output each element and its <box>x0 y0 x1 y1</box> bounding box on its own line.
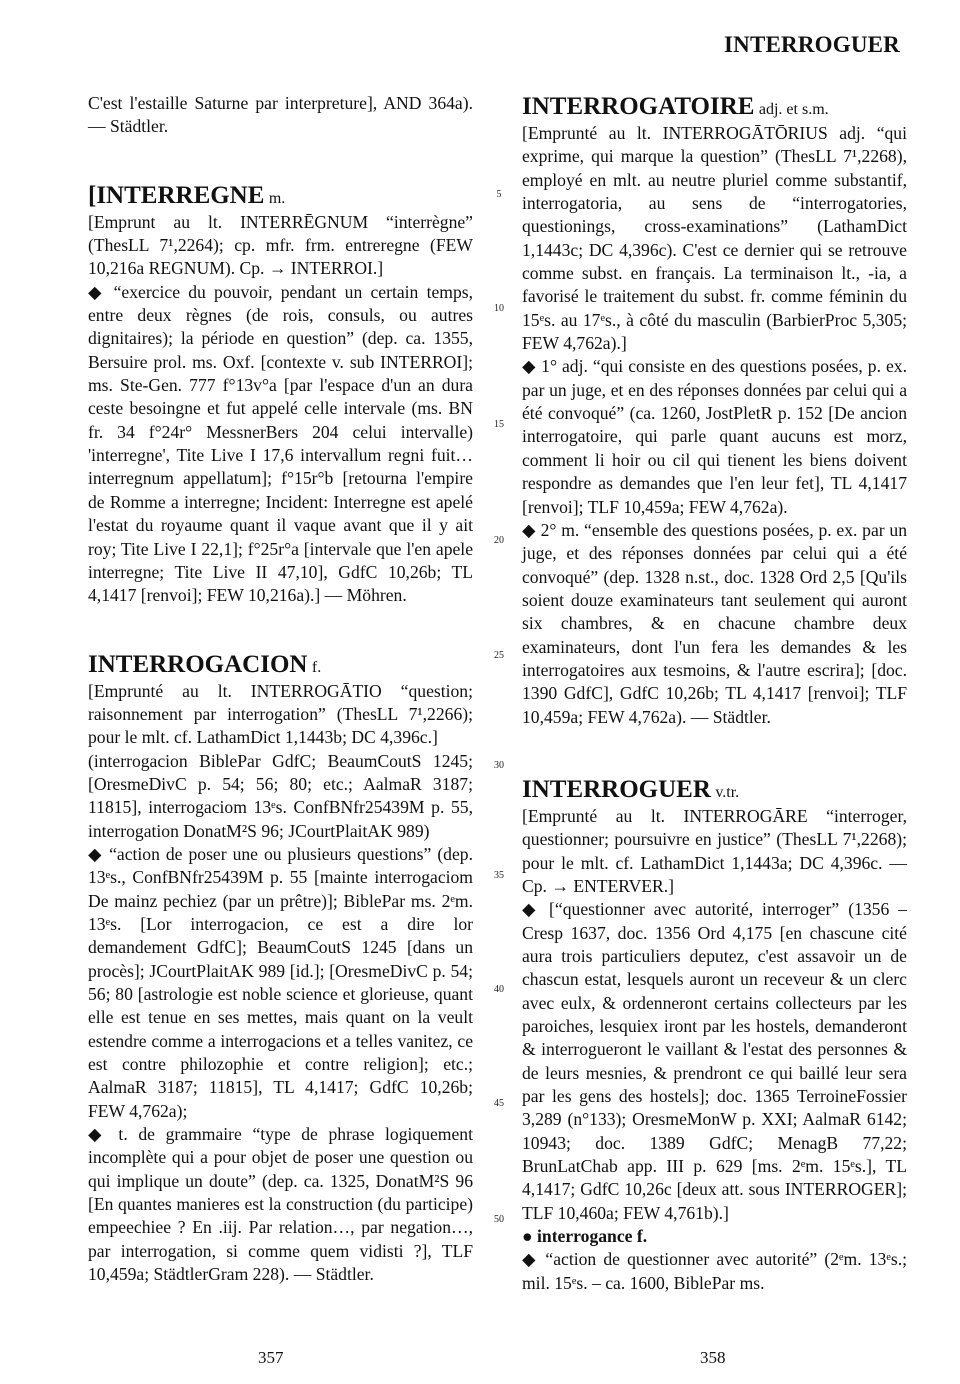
sense2-interrogacion: ◆ t. de grammaire “type de phrase logiquement incomplète qui a pour objet de poser une question ou qui implique un doute” (dep. ca. 1325, DonatM²S 96 [En quantes manieres est la construction (du participe) empeechiee ? En .iij. Par relation…, par negation…, par interrogation, si comme quem vidisti ?], TLF 10,459a; StädtlerGram 228). — Städtler. <box>88 1124 473 1285</box>
etymology-interrogatoire: [Emprunté au lt. INTERROGĀTŌRIUS adj. “qui exprime, qui marque la question” (ThesLL 7¹,2268), employé en mlt. au neutre pluriel comme substantif, interrogatoria, au sens de “interrogatories, questionings, cross-examinations” (LathamDict 1,1443c; DC 4,396c). C'est ce dernier qui se retrouve comme subst. en français. La terminaison lt., -ia, a favorisé le traitement du subst. fr. comme féminin du 15ᵉs. au 17ᵉs., à côté du masculin (BarbierProc 5,305; FEW 4,762a).] <box>522 123 907 354</box>
line-number: 25 <box>494 650 504 661</box>
sense-interregne: ◆ “exercice du pouvoir, pendant un certain temps, entre deux règnes (de rois, consuls, ou autres dignitaires); la période en question” (dep. ca. 1355, Bersuire prol. ms. Oxf. [contexte v. sub INTERROI]; ms. Ste-Gen. 777 f°13v°a [par l'espace d'un an dura ceste besoingne et fut appelé celle intervale (ms. BN fr. 34 f°24r° MessnerBers 204 celui intervalle) 'interregne', Tite Live I 17,6 intervallum regni fuit… interregnum appellatum]; f°15r°b [retourna l'empire de Romme a interregne; Incident: Interregne est apelé l'estat du royaume quant il vaque avant que il y ait roy; Tite Live I 22,1]; f°25r°a [intervale que l'en apele interregne; Tite Live II 47,10], GdfC 10,26b; TL 4,1417 [renvoi]; FEW 10,216a).] — Möhren. <box>88 281 473 606</box>
left-column <box>88 92 473 1286</box>
right-column <box>522 92 907 1295</box>
entry-interrogatoire <box>522 92 907 122</box>
sense1-interrogatoire: ◆ 1° adj. “qui consiste en des questions posées, p. ex. par un juge, et en des réponses données par celui qui a été convoqué” (ca. 1260, JostPletR p. 152 [De ancion interrogatoire, qui parle quant aucuns est morz, comment li hoir ou cil qui tienent les biens doivent respondre as demandes que l'en leur fet], TL 4,1417 [renvoi]; TLF 10,459a; FEW 4,762a). <box>522 356 907 517</box>
entry-interrogacion <box>88 650 473 680</box>
sense1-interrogacion: ◆ “action de poser une ou plusieurs questions” (dep. 13ᵉs., ConfBNfr25439M p. 55 [mainte interrogaciom De mainz pechiez (par un prêtre)]; BiblePar ms. 2ᵉm. 13ᵉs. [Lor interrogacion, ce est a dire lor demandement GdfC]; BeaumCoutS 1245 [dans un procès]; JCourtPlaitAK 989 [id.]; [OresmeDivC p. 54; 56; 80 [astrologie est noble science et glorieuse, quant elle est tenue en ses mettes, mais quant on la veult estendre comme a interrogacions et a telles vanitez, ce est contre philozophie et contre religion]; etc.; AalmaR 3187; 11815], TL 4,1417; GdfC 10,26b; FEW 4,762a); <box>88 843 473 1121</box>
gram-interregne: m. <box>268 189 286 207</box>
gram-interroguer: v.tr. <box>715 783 740 801</box>
line-number: 15 <box>494 419 504 430</box>
page-number-right: 358 <box>700 1348 726 1367</box>
forms-interrogacion: (interrogacion BiblePar GdfC; BeaumCoutS 1245; [OresmeDivC p. 54; 56; 80; etc.; AalmaR 3187; 11815], interrogaciom 13ᵉs. ConfBNfr25439M p. 55, interrogation DonatM²S 96; JCourtPlaitAK 989) <box>88 750 473 841</box>
derivative-sense-interrogance: ◆ “action de questionner avec autorité” (2ᵉm. 13ᵉs.; mil. 15ᵉs. – ca. 1600, BiblePar ms. <box>522 1249 907 1293</box>
running-head: INTERROGUER <box>723 32 900 57</box>
line-number: 40 <box>494 984 504 995</box>
gram-interrogatoire: adj. et s.m. <box>758 101 829 118</box>
line-number: 30 <box>494 760 504 771</box>
headword-interrogatoire: INTERROGATOIRE <box>522 93 755 120</box>
etymology-interregne: [Emprunt au lt. INTERRĒGNUM “interrègne” (ThesLL 7¹,2264); cp. mfr. frm. entreregne (FEW 10,216a REGNUM). Cp. → INTERROI.] <box>88 211 473 279</box>
entry-interregne <box>88 181 473 211</box>
sense1-interroguer: ◆ [“questionner avec autorité, interroger” (1356 – Cresp 1637, doc. 1356 Ord 4,175 [en chascune cité aura trois particuliers deputez, c'est assavoir un de chascun estat, lesquels auront un receveur & un clerc avec eulx, & ordenneront certains collecteurs par les paroiches, lesquiex iront par les hostels, demanderont & interrogueront le vaillant & l'estat des personnes & de leurs mesnies, & prendront ce qui baillé leur sera par les gens des hostels]; doc. 1365 TerroineFossier 3,289 (n°133); OresmeMonW p. XXI; AalmaR 6142; 10943; doc. 1389 GdfC; MenagB 77,22; BrunLatChab app. III p. 629 [ms. 2ᵉm. 15ᵉs.], TL 4,1417; GdfC 10,26c [deux att. sous INTERROGER]; TLF 10,460a; FEW 4,761b).] <box>522 899 907 1223</box>
entry-interroguer <box>522 775 907 805</box>
derivative-interrogance: ● interrogance f. <box>522 1226 648 1247</box>
line-number: 50 <box>494 1214 504 1225</box>
headword-interregne: [INTERREGNE <box>88 181 265 209</box>
etymology-interrogacion: [Emprunté au lt. INTERROGĀTIO “question; raisonnement par interrogation” (ThesLL 7¹,2266); pour le mlt. cf. LathamDict 1,1443b; DC 4,396c.] <box>88 680 473 748</box>
sense2-interrogatoire: ◆ 2° m. “ensemble des questions posées, p. ex. par un juge, et des réponses données par celui qui a été convoqué” (dep. 1328 n.st., doc. 1328 Ord 2,5 [Qu'ils soient douze examinateurs tant seulement qui auront six chambres, & en chacune chambre deux examinateurs, dont l'un fera les demandes & les interrogatoires aux tesmoins, & l'autre escrira]; [doc. 1390 GdfC], GdfC 10,26b; TL 4,1417 [renvoi]; TLF 10,459a; FEW 4,762a). — Städtler. <box>522 519 907 727</box>
headword-interroguer: INTERROGUER <box>522 775 711 803</box>
headword-interrogacion: INTERROGACION <box>88 650 308 678</box>
line-number: 35 <box>494 870 504 881</box>
page-number-left: 357 <box>258 1348 284 1367</box>
etymology-interroguer: [Emprunté au lt. INTERROGĀRE “interroger, questionner; poursuivre en justice” (ThesLL 7¹,2268); pour le mlt. cf. LathamDict 1,1443a; DC 4,396c. — Cp. → ENTERVER.] <box>522 805 907 896</box>
gram-interrogacion: f. <box>311 658 322 676</box>
line-number: 20 <box>494 535 504 546</box>
continuation-text: C'est l'estaille Saturne par interpreture], AND 364a). — Städtler. <box>88 93 473 137</box>
line-number: 10 <box>494 303 504 314</box>
line-number: 45 <box>494 1098 504 1109</box>
line-number: 5 <box>496 189 502 200</box>
